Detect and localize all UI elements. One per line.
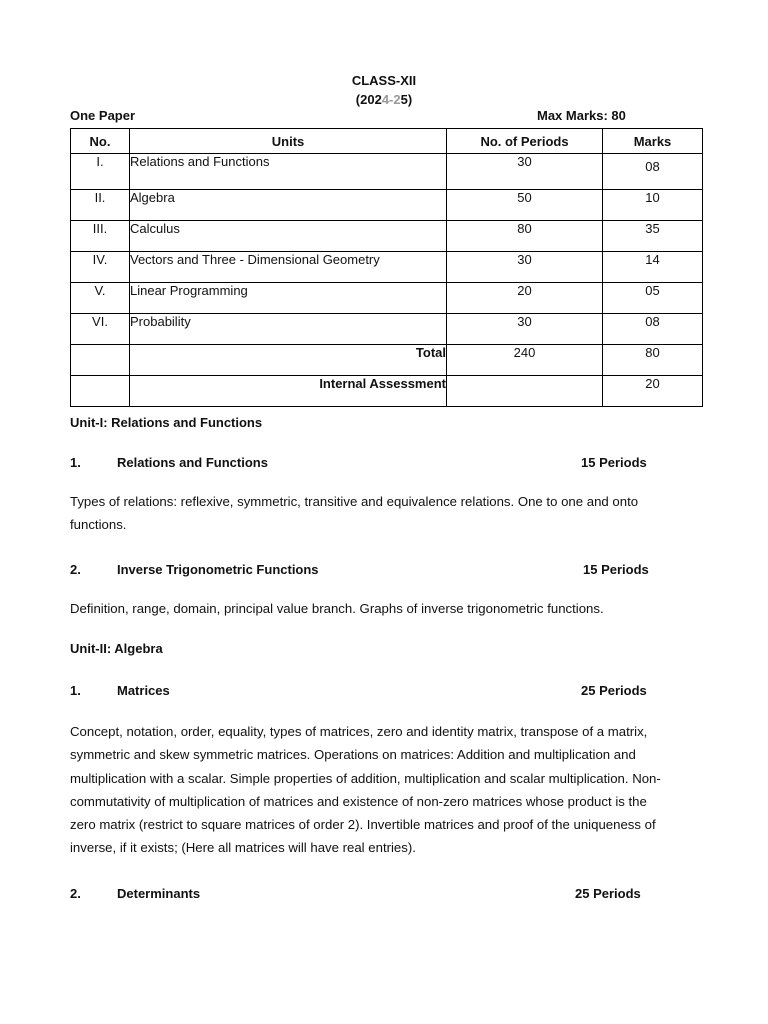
- unit-periods: 30: [447, 154, 603, 190]
- description-line: inverse, if it exists; (Here all matrices will have real entries).: [70, 840, 416, 856]
- section-title: Determinants: [117, 886, 201, 901]
- empty-cell: [71, 345, 130, 376]
- unit-name: Vectors and Three - Dimensional Geometry: [130, 252, 447, 283]
- section-title: Inverse Trigonometric Functions: [117, 562, 319, 577]
- unit-number: II.: [71, 190, 130, 221]
- total-marks: 80: [603, 345, 703, 376]
- total-periods: 240: [447, 345, 603, 376]
- session-year: [0, 92, 768, 107]
- session-year-close: 5): [400, 92, 413, 107]
- unit-marks: 35: [603, 221, 703, 252]
- table-row: [71, 252, 703, 283]
- session-year-mid: 4-2: [381, 92, 401, 107]
- unit-number: VI.: [71, 314, 130, 345]
- unit-number: IV.: [71, 252, 130, 283]
- section-description: [70, 490, 638, 537]
- col-header-marks: Marks: [603, 129, 703, 154]
- description-line: Types of relations: reflexive, symmetric, transitive and equivalence relations. One to one and onto: [70, 494, 639, 509]
- table-header-row: [71, 129, 703, 154]
- unit-periods: 30: [447, 252, 603, 283]
- section-periods: 15 Periods: [583, 562, 649, 577]
- unit-marks: 14: [603, 252, 703, 283]
- unit-periods: 20: [447, 283, 603, 314]
- unit-name: Linear Programming: [130, 283, 447, 314]
- col-header-units: Units: [130, 129, 447, 154]
- description-line: zero matrix (restrict to square matrices of order 2). Invertible matrices and proof of the uniqueness of: [70, 817, 656, 833]
- description-line: symmetric and skew symmetric matrices. Operations on matrices: Addition and multiplication and: [70, 747, 636, 763]
- section-number: 1.: [70, 455, 81, 470]
- unit-name: Probability: [130, 314, 447, 345]
- internal-assessment-marks: 20: [603, 376, 703, 407]
- session-year-open: (202: [355, 92, 382, 107]
- description-line: Concept, notation, order, equality, types of matrices, zero and identity matrix, transpose of a matrix,: [70, 724, 648, 739]
- units-table: [70, 128, 703, 407]
- section-title: Matrices: [117, 683, 170, 698]
- unit-name: Calculus: [130, 221, 447, 252]
- unit-number: I.: [71, 154, 130, 190]
- table-row: [71, 190, 703, 221]
- empty-cell: [71, 376, 130, 407]
- description-line: multiplication with a scalar. Simple properties of addition, multiplication and scalar multiplication. Non-: [70, 770, 661, 786]
- unit-marks: 08: [603, 154, 703, 190]
- unit-periods: 30: [447, 314, 603, 345]
- col-header-periods: No. of Periods: [447, 129, 603, 154]
- table-row: [71, 283, 703, 314]
- internal-assessment-periods: [447, 376, 603, 407]
- class-title: CLASS-XII: [351, 73, 417, 88]
- description-line: Definition, range, domain, principal value branch. Graphs of inverse trigonometric functions.: [70, 601, 604, 616]
- description-line: commutativity of multiplication of matrices and existence of non-zero matrices whose product is the: [70, 793, 647, 809]
- section-description: [70, 720, 661, 860]
- section-number: 1.: [70, 683, 81, 698]
- table-row: [71, 314, 703, 345]
- unit-marks: 05: [603, 283, 703, 314]
- internal-assessment-row: [71, 376, 703, 407]
- paper-label: One Paper: [70, 108, 136, 123]
- unit-periods: 80: [447, 221, 603, 252]
- internal-assessment-label: Internal Assessment: [130, 376, 447, 407]
- unit-heading: Unit-I: Relations and Functions: [70, 415, 263, 430]
- max-marks: Max Marks: 80: [537, 108, 626, 123]
- table-row: [71, 221, 703, 252]
- table-row: [71, 154, 703, 190]
- section-periods: 15 Periods: [581, 455, 647, 470]
- total-row: [71, 345, 703, 376]
- total-label: Total: [130, 345, 447, 376]
- description-line: functions.: [70, 517, 127, 533]
- col-header-no: No.: [71, 129, 130, 154]
- section-periods: 25 Periods: [575, 886, 641, 901]
- section-periods: 25 Periods: [581, 683, 647, 698]
- unit-marks: 08: [603, 314, 703, 345]
- unit-number: V.: [71, 283, 130, 314]
- unit-marks: 10: [603, 190, 703, 221]
- section-description: [70, 597, 604, 620]
- section-title: Relations and Functions: [117, 455, 268, 470]
- unit-name: Algebra: [130, 190, 447, 221]
- unit-name: Relations and Functions: [130, 154, 447, 190]
- section-number: 2.: [70, 562, 81, 577]
- unit-periods: 50: [447, 190, 603, 221]
- section-number: 2.: [70, 886, 81, 901]
- unit-number: III.: [71, 221, 130, 252]
- unit-heading: Unit-II: Algebra: [70, 641, 163, 656]
